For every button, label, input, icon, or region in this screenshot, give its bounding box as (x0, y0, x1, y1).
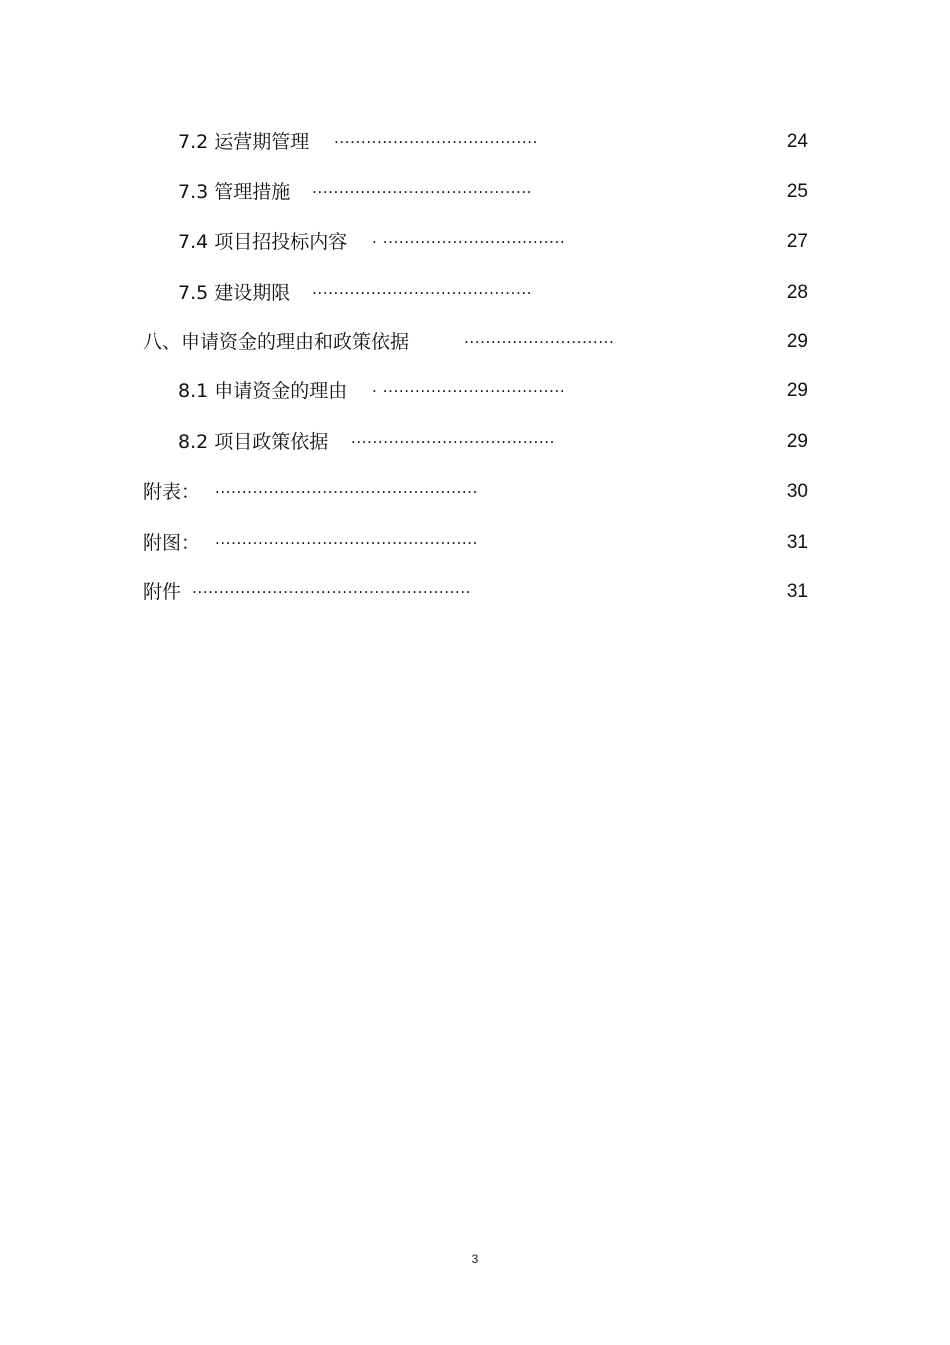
toc-leader-dots: .................................................... (192, 579, 472, 597)
toc-entry-7-2[interactable] (178, 127, 808, 157)
toc-leader-dots: ......................................... (312, 179, 533, 197)
toc-entry-appendix-figures[interactable] (143, 528, 808, 558)
toc-entry-title: 8.1 申请资金的理由 (178, 380, 348, 402)
toc-page-number: 31 (786, 532, 808, 553)
toc-page-number: 29 (786, 380, 808, 401)
toc-entry-title: 7.2 运营期管理 (178, 131, 310, 153)
toc-leader-dots: ................................................. (215, 479, 479, 497)
toc-entry-chapter-8[interactable] (143, 327, 808, 357)
toc-page-number: 29 (786, 431, 808, 452)
toc-entry-7-5[interactable] (178, 278, 808, 308)
toc-entry-title: 7.5 建设期限 (178, 282, 291, 304)
toc-entry-8-2[interactable] (178, 427, 808, 457)
toc-entry-title: 附表： (143, 481, 201, 503)
toc-page-number: 29 (786, 331, 808, 352)
page-number: 3 (471, 1252, 479, 1266)
toc-entry-7-3[interactable] (178, 177, 808, 207)
toc-entry-8-1[interactable] (178, 376, 808, 406)
toc-page-number: 24 (786, 131, 808, 152)
toc-entry-title: 附图： (143, 532, 201, 554)
toc-entry-title: 八、申请资金的理由和政策依据 (143, 331, 410, 353)
toc-leader-dots: ...................................... (351, 429, 555, 447)
toc-page-number: 30 (786, 481, 808, 502)
toc-leader-dots: ......................................... (312, 280, 533, 298)
toc-entry-7-4[interactable] (178, 227, 808, 257)
toc-leader-dots: . .................................. (372, 229, 566, 247)
toc-page-number: 27 (786, 231, 808, 252)
toc-entry-title: 7.4 项目招投标内容 (178, 231, 348, 253)
toc-entry-title: 8.2 项目政策依据 (178, 431, 329, 453)
toc-page-number: 31 (786, 581, 808, 602)
toc-page-number: 28 (786, 282, 808, 303)
toc-entry-attachments[interactable] (143, 577, 808, 607)
toc-entry-title: 7.3 管理措施 (178, 181, 291, 203)
toc-leader-dots: . .................................. (372, 378, 566, 396)
toc-leader-dots: ................................................. (215, 530, 479, 548)
toc-entry-appendix-tables[interactable] (143, 477, 808, 507)
toc-page-number: 25 (786, 181, 808, 202)
toc-leader-dots: ...................................... (334, 129, 538, 147)
toc-entry-title: 附件 (143, 581, 182, 603)
toc-leader-dots: ............................ (464, 329, 615, 347)
